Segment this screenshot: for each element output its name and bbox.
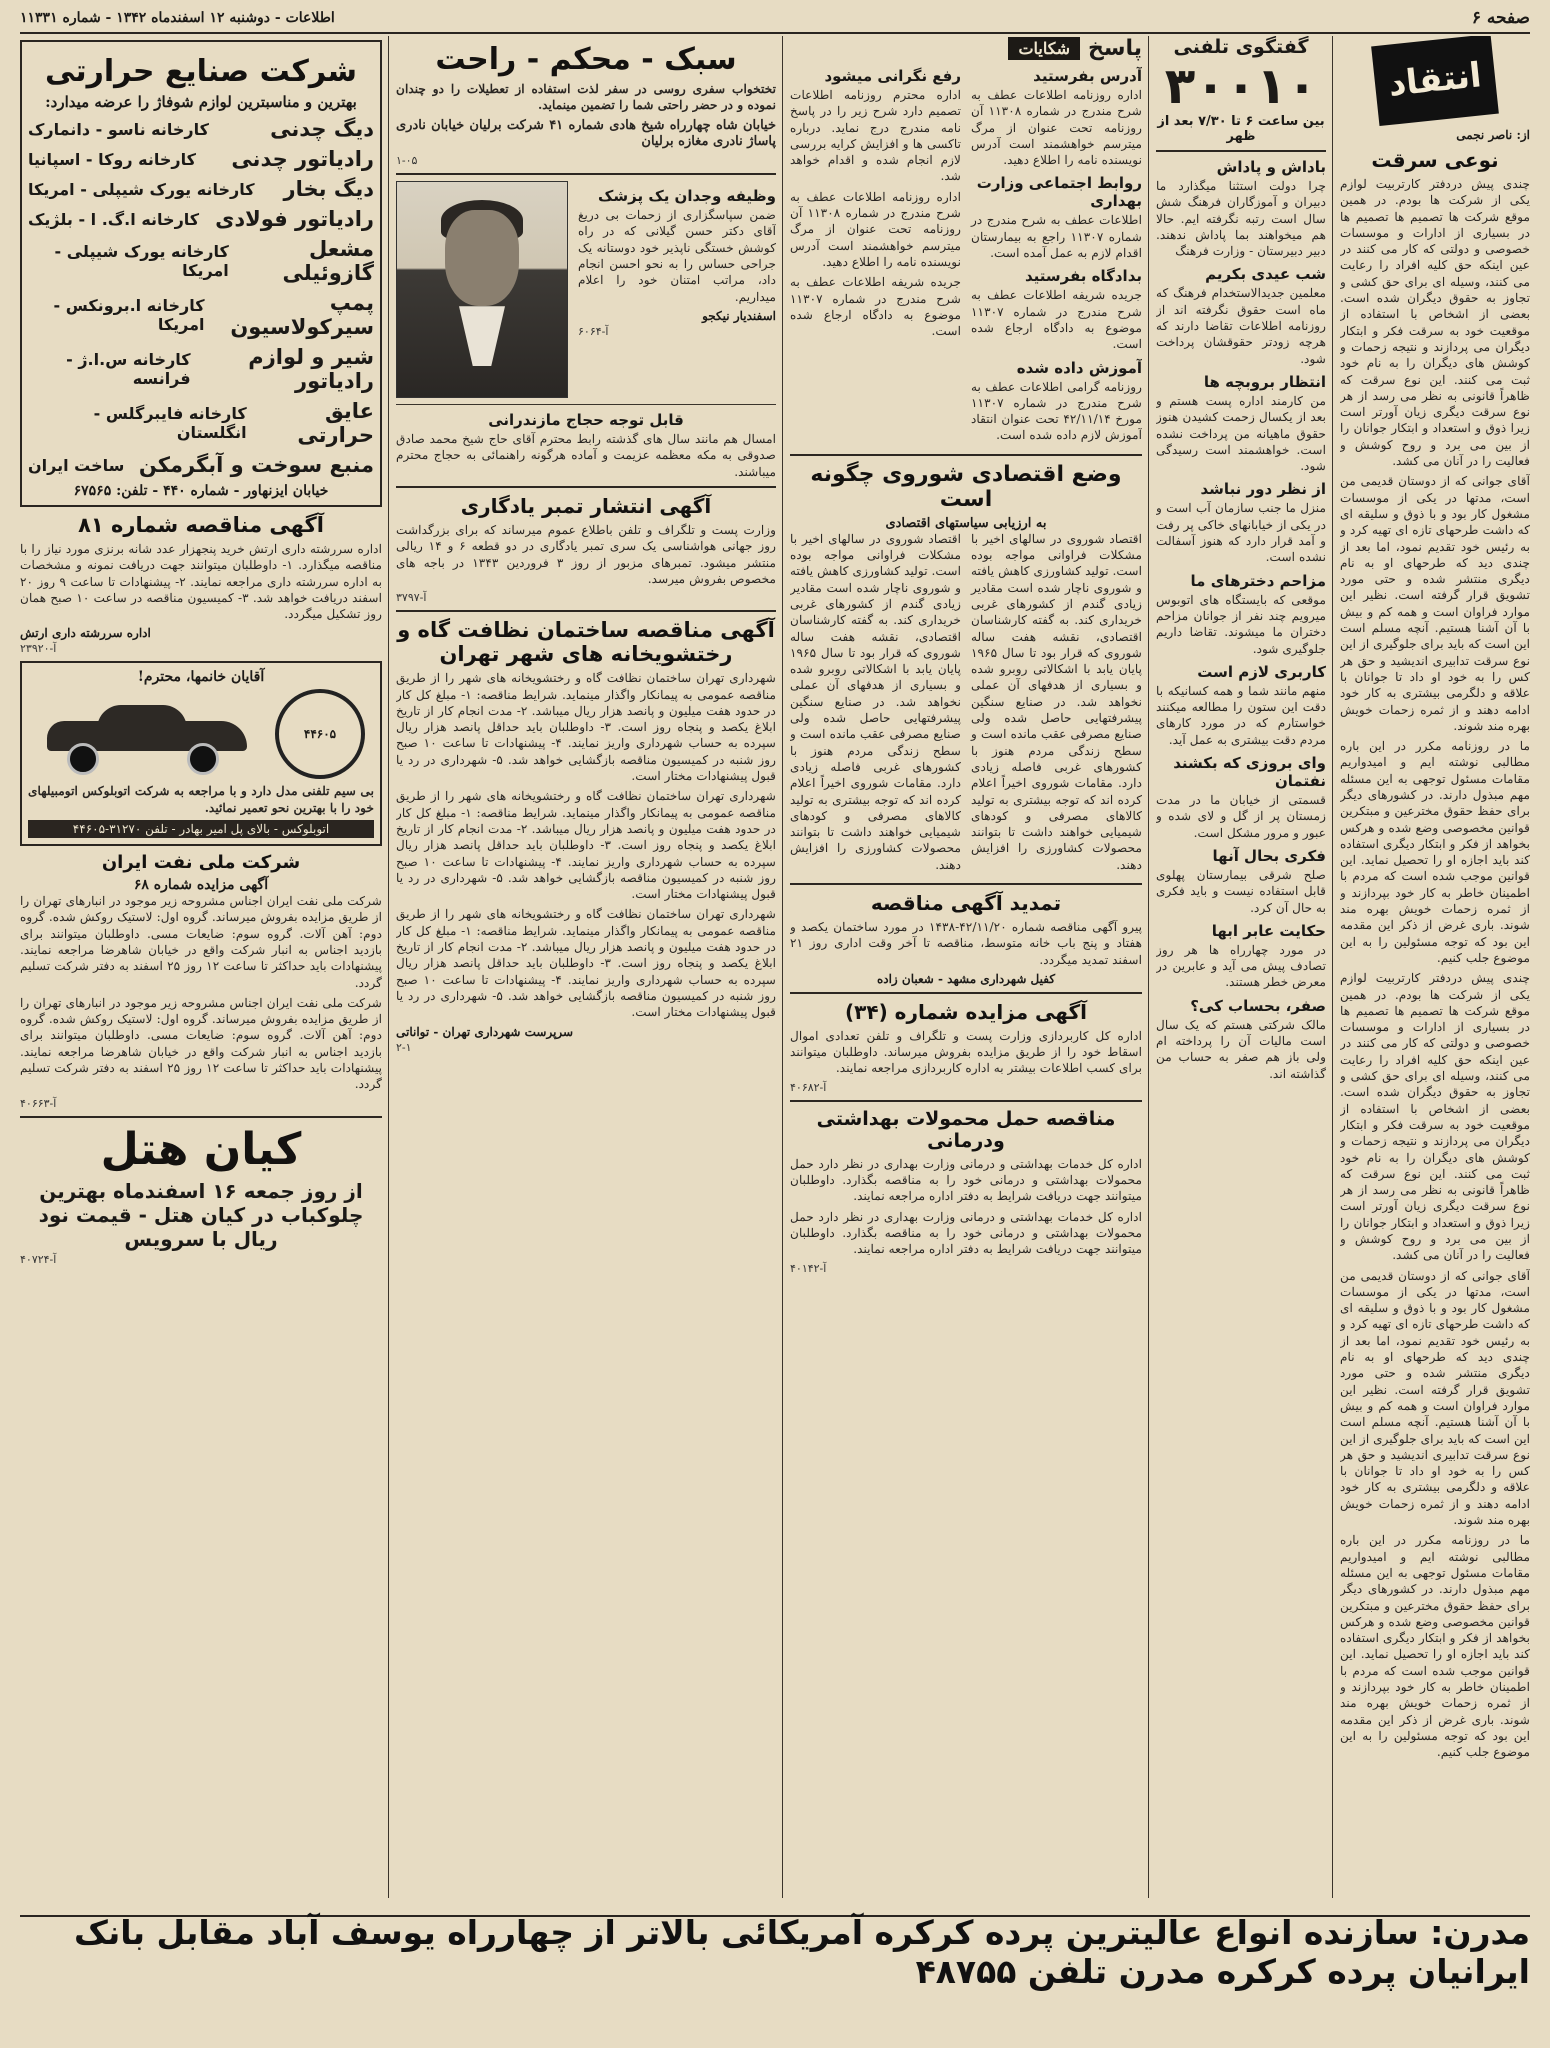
product-row: مشعل گازوئیلی کارخانه یورک شیپلی - امریکا: [54, 237, 374, 285]
item-title: مزاحم دخترهای ما: [1190, 571, 1326, 590]
item-body: موقعی که بایستگاه های اتوبوس میرویم چند نفر از جوانان مزاحم دختران ما میشوند. تقاضا داریم جلوگیری شود.: [1156, 592, 1326, 656]
economy-body: اقتصاد شوروی در سالهای اخیر با مشکلات فراوانی مواجه بوده است. تولید کشاورزی کاهش یافته و شوروی ناچار شده است مقادیر زیادی گندم از کشورهای غربی خریداری کند. به گفته کارشناسان اقتصادی، نقشه هفت ساله شوروی که قرار بود تا سال ۱۹۶۵ پایان یابد با اشکالاتی روبرو شده و بسیاری از هدفهای آن عملی نخواهد شد. در صنایع سنگین پیشرفتهایی حاصل شده ولی صنایع مصرفی عقب مانده است و سطح زندگی مردم هنوز با کشورهای غربی فاصله زیادی دارد. مقامات شوروی اخیراً اعلام کرده اند که توجه بیشتری به تولید کالاهای مصرفی و کودهای شیمیایی خواهند داشت تا بتوانند محصولات کشاورزی را افزایش دهند.: [971, 531, 1142, 872]
duty-sign: اسفندیار نیکجو: [702, 308, 776, 323]
thanks-title: قابل توجه حجاج مازندرانی: [488, 411, 684, 430]
item-title: از نظر دور نباشد: [1200, 480, 1326, 499]
health-body: اداره کل خدمات بهداشتی و درمانی وزارت بهداری در نظر دارد حمل محمولات بهداشتی و درمانی خود را به مناقصه بگذارد. داوطلبان میتوانند جهت دریافت شرایط به دفتر اداره مراجعه نمایند.: [790, 1209, 1142, 1257]
reply-label: شکایات: [1008, 37, 1080, 60]
tender81-body: اداره سررشته داری ارتش خرید پنجهزار عدد شانه برنزی مورد نیاز را با مناقصه میگذارد. ۱- داوطلبان میتوانند جهت دریافت نمونه و مشخصات به اداره سررشته داری مراجعه نمایند. ۲- پیشنهادات تا ساعت ۹ روز ۲۰ اسفند دریافت خواهد شد. ۳- کمیسیون مناقصه در ساعت ۱۰ صبح همان روز تشکیل میگردد.: [20, 542, 382, 622]
car-ad: [20, 661, 382, 846]
tender-body: شهرداری تهران ساختمان نظافت گاه و رختشویخانه های شهر را از طریق مناقصه عمومی به پیمانکار واگذار مینماید. شرایط مناقصه: ۱- مبلغ کل کار در حدود هفت میلیون و پانصد هزار ریال میباشد. ۲- مدت انجام کار از تاریخ ابلاغ یکصد و پنجاه روز است. ۳- داوطلبان باید حداقل پانصد هزار ریال سپرده به حساب شهرداری واریز نمایند. ۴- پیشنهادات تا ساعت ۱۰ صبح روز شنبه در کمیسیون مناقصه بازگشایی خواهد شد. ۵- شهرداری در رد یا قبول پیشنهادات مختار است.: [396, 671, 776, 784]
portrait-photo: [396, 181, 568, 398]
duty-body: ضمن سپاسگزاری از زحمات بی دریغ آقای دکتر حسن گیلانی که در راه کوشش خستگی ناپذیر خود دوستانه یک جراحی حساس را به نحو احسن انجام داد، مراتب امتنان خود را اعلام میداریم.: [578, 208, 776, 304]
author-line: از: ناصر نجمی: [1456, 128, 1530, 142]
tender-title: آگهی مناقصه ساختمان نظافت گاه و رختشویخانه های شهر تهران: [397, 618, 775, 667]
reply-body: اداره روزنامه اطلاعات عطف به شرح مندرج در شماره ۱۱۳۰۸ آن روزنامه تحت عنوان از مرگ میترسم خواهشمند است آدرس نویسنده نامه را اطلاع دهید.: [971, 88, 1142, 168]
column-rule: [782, 36, 783, 1898]
car-ad-title: آقایان خانمها، محترم!: [137, 669, 265, 686]
product-row: رادیاتور فولادی کارخانه ا.گ. ا - بلژیک: [28, 207, 374, 231]
item-title: انتظار بروبچه ها: [1203, 372, 1326, 391]
tender81-sign: اداره سررشته داری ارتش: [20, 626, 151, 641]
reply-badge: پاسخ: [1087, 36, 1142, 61]
heating-tagline: بهترین و مناسبترین لوازم شوفاژ را عرضه میدارد:: [45, 93, 357, 111]
item-body: چرا دولت استثنا میگذارد ما دبیران و آموزگاران فرهنگ شش سال است رتبه نگرفته ایم. حالا هم میخواهند بما پاداش ندهند. دبیر دبیرستان - وزارت فرهنگ: [1156, 179, 1326, 259]
product-row: رادیاتور چدنی کارخانه روکا - اسپانیا: [28, 147, 374, 171]
tender81-ref: آ-۲۳۹۲۰: [20, 642, 57, 656]
reply-title: بدادگاه بفرستید: [1025, 267, 1142, 286]
auction-body: اداره کل کاربردازی وزارت پست و تلگراف و تلفن تعدادی اموال اسقاط خود را از طریق مزایده بفروش میرساند. داوطلبان میتوانند برای کسب اطلاعات بیشتر به اداره کاربردازی مراجعه نمایند.: [790, 1028, 1142, 1076]
bed-ad-title: سبک - محکم - راحت: [435, 42, 737, 77]
bed-ad-body: تختخواب سفری روسی در سفر لذت استفاده از تعطیلات را دو چندان نموده و در حضر راحتی شما را تضمین مینماید.: [396, 82, 776, 113]
economy-title: وضع اقتصادی شوروی چگونه است: [810, 461, 1122, 512]
stamp-body: وزارت پست و تلگراف و تلفن باطلاع عموم میرساند که برای بزرگداشت روز جهانی هواشناسی یک سری تمبر یادگاری در دو قطعه ۶ و ۱۴ ریالی منتشر میشود. تمبرهای مزبور از روز ۳ فروردین ۱۳۴۳ در باجه های مخصوص بفروش میرسد.: [396, 523, 776, 586]
product-row: دیگ بخار کارخانه یورک شیپلی - امریکا: [28, 177, 374, 201]
article-body: ما در روزنامه مکرر در این باره مطالبی نوشته ایم و امیدواریم مقامات مسئول توجهی به این مسئله مهم مبذول دارند. در کشورهای دیگر برای حفظ حقوق مخترعین و مبتکرین قوانین مخصوصی وضع شده و هرکس بخواهد از فکر و ابتکار دیگری استفاده کند باید اجازه او را تحصیل نماید. این قوانین موجب شده است که مردم با اطمینان خاطر به کار خود بپردازند و از ثمره زحمات خویش بهره مند شوند. باری غرض از ذکر این مقدمه این بود که توجه مسئولین را به این موضوع جلب کنیم.: [1340, 1533, 1530, 1760]
auction-ref: آ-۴۰۶۸۲: [790, 1080, 827, 1094]
hotel-title: کیان هتل: [100, 1123, 302, 1175]
product-row: عایق حرارتی کارخانه فایبرگلس - انگلستان: [93, 399, 374, 447]
tender-sign: سرپرست شهرداری تهران - تواناتی: [396, 1024, 574, 1039]
column-rule: [388, 36, 389, 1898]
stamp-ref: آ-۳۷۹۷: [396, 591, 427, 605]
car-icon: [37, 699, 257, 769]
column-replies: [790, 36, 1142, 1898]
critique-logo: انتقاد: [1371, 36, 1499, 126]
heating-company: شرکت صنایع حرارتی: [45, 54, 357, 89]
item-body: صلح شرقی بیمارستان پهلوی قابل استفاده نیست و باید فکری به حال آن کرد.: [1156, 867, 1326, 915]
bed-ad-address: خیابان شاه چهارراه شیخ هادی شماره ۴۱ شرکت برلیان خیابان نادری پاساژ نادری مغازه برلیان: [396, 117, 776, 149]
extension-title: تمدید آگهی مناقصه: [870, 890, 1062, 915]
column-heating: [20, 36, 382, 1898]
health-body: اداره کل خدمات بهداشتی و درمانی وزارت بهداری در نظر دارد حمل محمولات بهداشتی و درمانی خود را به مناقصه بگذارد. داوطلبان میتوانند جهت دریافت شرایط به دفتر اداره مراجعه نمایند.: [790, 1156, 1142, 1204]
reply-body: اداره محترم روزنامه اطلاعات تصمیم دارد شرح زیر را در پاسخ نامه مندرج درج نماید. درباره تاکسی ها و افزایش کرایه بررسی لازم انجام شده و اقدام خواهد شد.: [790, 88, 961, 184]
tender-body: شهرداری تهران ساختمان نظافت گاه و رختشویخانه های شهر را از طریق مناقصه عمومی به پیمانکار واگذار مینماید. شرایط مناقصه: ۱- مبلغ کل کار در حدود هفت میلیون و پانصد هزار ریال میباشد. ۲- مدت انجام کار از تاریخ ابلاغ یکصد و پنجاه روز است. ۳- داوطلبان باید حداقل پانصد هزار ریال سپرده به حساب شهرداری واریز نمایند. ۴- پیشنهادات تا ساعت ۱۰ صبح روز شنبه در کمیسیون مناقصه بازگشایی خواهد شد. ۵- شهرداری در رد یا قبول پیشنهادات مختار است.: [396, 907, 776, 1020]
heating-address: خیابان ایزنهاور - شماره ۴۴۰ - تلفن: ۶۷۵۶۵: [73, 483, 329, 499]
oil-body: شرکت ملی نفت ایران اجناس مشروحه زیر موجود در انبارهای تهران را از طریق مزایده بفروش میرساند. گروه اول: لاستیک روکش شده. گروه دوم: آهن آلات. گروه سوم: ضایعات مسی. داوطلبان میتوانند برای بازدید اجناس به انبار شرکت واقع در خیابان شاهرضا مراجعه نمایند. پیشنهادات باید حداکثر تا ساعت ۱۲ روز ۲۵ اسفند به دفتر شرکت تسلیم گردد.: [20, 894, 382, 990]
reply-title: آموزش داده شده: [1016, 358, 1142, 377]
product-row: شیر و لوازم رادیاتور کارخانه س.ا.ژ - فرانسه: [66, 345, 374, 393]
item-body: در مورد چهارراه ها هر روز تصادف پیش می آید و عابرین در معرض خطر هستند.: [1156, 942, 1326, 990]
item-title: باداش و پاداش: [1216, 158, 1326, 176]
product-row: دیگ چدنی کارخانه ناسو - دانمارک: [28, 117, 374, 141]
column-ads: [396, 36, 776, 1898]
item-title: صفر، بحساب کی؟: [1190, 996, 1326, 1015]
tender81-title: آگهی مناقصه شماره ۸۱: [78, 513, 324, 537]
thanks-body: امسال هم مانند سال های گذشته رابط محترم آقای حاج شیخ محمد صادق صدوقی به مکه معظمه عزیمت و آماده هرگونه راهنمائی به حجاج محترم میباشند.: [396, 432, 776, 479]
reply-body: اداره روزنامه اطلاعات عطف به شرح مندرج در شماره ۱۱۳۰۸ آن روزنامه تحت عنوان از مرگ میترسم خواهشمند است آدرس نویسنده نامه را اطلاع دهید.: [790, 189, 961, 269]
tender-body: شهرداری تهران ساختمان نظافت گاه و رختشویخانه های شهر را از طریق مناقصه عمومی به پیمانکار واگذار مینماید. شرایط مناقصه: ۱- مبلغ کل کار در حدود هفت میلیون و پانصد هزار ریال میباشد. ۲- مدت انجام کار از تاریخ ابلاغ یکصد و پنجاه روز است. ۳- داوطلبان باید حداقل پانصد هزار ریال سپرده به حساب شهرداری واریز نمایند. ۴- پیشنهادات تا ساعت ۱۰ صبح روز شنبه در کمیسیون مناقصه بازگشایی خواهد شد. ۵- شهرداری در رد یا قبول پیشنهادات مختار است.: [396, 789, 776, 902]
item-title: حکایت عابر ابها: [1211, 921, 1326, 940]
extension-sign: کفیل شهرداری مشهد - شعبان زاده: [876, 971, 1056, 986]
article-title: نوعی سرقت: [1371, 148, 1499, 172]
extension-body: پیرو آگهی مناقصه شماره ۴۲/۱۱/۲۰-۱۴۳۸ در مورد ساختمان یکصد و هفتاد و پنج باب خانه متوسط، مناقصه تا آخر وقت اداری روز ۲۱ اسفند تمدید میگردد.: [790, 919, 1142, 967]
stamp-title: آگهی انتشار تمبر یادگاری: [460, 494, 712, 519]
oil-ref: آ-۴۰۶۶۳: [20, 1096, 57, 1110]
item-title: وای بروزی که بکشند نفتمان: [1173, 754, 1326, 791]
article-body: چندی پیش دردفتر کارتربیت لوازم یکی از شرکت ها بودم. در همین موقع شرکت ها تصمیم ها تصمیم ها در بسیاری از ادارات و موسسات خصوصی و دولتی که کار می کنند در عین اینکه حق کلیه افراد را رعایت می کنند، وسیله ای برای حق کشی و تجاوز به حقوق دیگران شده است. بعضی از اشخاص با استفاده از موقعیت خود به سرقت فکر و ابتکار دیگران می پردازند و نتیجه زحمات و کوشش های دیگران را به نام خود ثبت می کنند. این نوع سرقت که ظاهراً قانونی به نظر می رسد از هر نوع سرقت دیگری زیان آورتر است زیرا ذوق و استعداد و ابتکار جوانان را از بین می برد و روح کوشش و فعالیت را در آنان می کشد.: [1340, 177, 1530, 469]
hotel-ref: آ-۴۰۷۲۴: [20, 1252, 57, 1266]
car-ad-footer: اتوبلوکس - بالای پل امیر بهادر - تلفن ۳۱۲۷۰-۴۴۶۰۵: [28, 820, 374, 838]
reply-body: جریده شریفه اطلاعات عطف به شرح مندرج در شماره ۱۱۳۰۷ موضوع به دادگاه ارجاع شده است.: [790, 275, 961, 339]
car-ad-body: بی سیم تلفنی مدل دارد و با مراجعه به شرکت اتوبلوکس اتومبیلهای خود را با بهترین نحو تعمیر نمائید.: [28, 784, 374, 815]
reply-body: اطلاعات عطف به شرح مندرج در شماره ۱۱۳۰۷ راجع به بیمارستان اقدام لازم به عمل آمده است.: [971, 213, 1142, 261]
article-body: ما در روزنامه مکرر در این باره مطالبی نوشته ایم و امیدواریم مقامات مسئول توجهی به این مسئله مهم مبذول دارند. در کشورهای دیگر برای حفظ حقوق مخترعین و مبتکرین قوانین مخصوصی وضع شده و هرکس بخواهد از فکر و ابتکار دیگری استفاده کند باید اجازه او را تحصیل نماید. این قوانین موجب شده است که مردم با اطمینان خاطر به کار خود بپردازند و از ثمره زحمات خویش بهره مند شوند. باری غرض از ذکر این مقدمه این بود که توجه مسئولین را به این موضوع جلب کنیم.: [1340, 739, 1530, 965]
article-body: چندی پیش دردفتر کارتربیت لوازم یکی از شرکت ها بودم. در همین موقع شرکت ها تصمیم ها تصمیم ها در بسیاری از ادارات و موسسات خصوصی و دولتی که کار می کنند در عین اینکه حق کلیه افراد را رعایت می کنند، وسیله ای برای حق کشی و تجاوز به حقوق دیگران شده است. بعضی از اشخاص با استفاده از موقعیت خود به سرقت فکر و ابتکار دیگران می پردازند و نتیجه زحمات و کوشش های دیگران را به نام خود ثبت می کنند. این نوع سرقت که ظاهراً قانونی به نظر می رسد از هر نوع سرقت دیگری زیان آورتر است زیرا ذوق و استعداد و ابتکار جوانان را از بین می برد و روح کوشش و فعالیت را در آنان می کشد.: [1340, 971, 1530, 1263]
item-title: فکری بحال آنها: [1212, 846, 1326, 865]
item-body: مالک شرکتی هستم که یک سال است مالیات آن را پرداخته ام ولی باز هم صفر به حساب من گذاشته اند.: [1156, 1017, 1326, 1081]
auction-title: آگهی مزایده شماره (۳۴): [845, 999, 1087, 1024]
bed-ad-ref: ۱-۰۵: [396, 154, 418, 168]
reply-body: روزنامه گرامی اطلاعات عطف به شرح مندرج در شماره ۱۱۳۰۷ مورخ ۴۲/۱۱/۱۴ تحت عنوان انتقاد آموزش لازم داده شده است.: [971, 379, 1142, 443]
column-rule: [1148, 36, 1149, 1898]
masthead: اطلاعات - دوشنبه ۱۲ اسفندماه ۱۳۴۲ - شماره ۱۱۳۳۱: [20, 10, 335, 26]
item-body: منزل ما جنب سازمان آب است و در یکی از خیابانهای خاکی پر رفت و آمد قرار دارد که هنوز آسفالت نشده است.: [1156, 501, 1326, 565]
article-body: آقای جوانی که از دوستان قدیمی من است، مدتها در یکی از موسسات مشغول کار بود و با ذوق و سلیقه ای که داشت طرحهای تازه ای تهیه کرد و به رئیس خود تقدیم نمود، اما بعد از چندی دید که طرحهای او به نام دیگری منتشر شده و حتی مورد تشویق قرار گرفته است. نظیر این موارد فراوان است و همه کم و بیش با آن آشنا هستیم. آنچه مسلم است این است که باید برای جلوگیری از این نوع سرقت تدابیری اندیشید و حق هر کس را به خود او داد تا جوانان با علاقه و دلگرمی بیشتری به کار خود ادامه دهند و از ثمره زحمات خویش بهره مند شوند.: [1340, 1268, 1530, 1528]
item-body: معلمین جدیدالاستخدام فرهنگ که ماه است حقوق نگرفته اند از روزنامه اطلاعات تقاضا دارند که هرچه زودتر حقوقشان پرداخت شود.: [1156, 286, 1326, 366]
phone-dial-icon: ۴۴۶۰۵: [275, 689, 365, 779]
duty-ref: آ-۶۰۶۴: [578, 324, 609, 338]
phone-hours: بین ساعت ۶ تا ۷/۳۰ بعد از ظهر: [1157, 114, 1325, 144]
item-body: من کارمند اداره پست هستم و بعد از یکسال زحمت کشیدن هنوز حقوق ماهیانه من پرداخت نشده است. خواهشمند است رسیدگی شود.: [1156, 393, 1326, 474]
oil-body: شرکت ملی نفت ایران اجناس مشروحه زیر موجود در انبارهای تهران را از طریق مزایده بفروش میرساند. گروه اول: لاستیک روکش شده. گروه دوم: آهن آلات. گروه سوم: ضایعات مسی. داوطلبان میتوانند برای بازدید اجناس به انبار شرکت واقع در خیابان شاهرضا مراجعه نمایند. پیشنهادات باید حداکثر تا ساعت ۱۲ روز ۲۵ اسفند به دفتر شرکت تسلیم گردد.: [20, 995, 382, 1092]
reply-title: روابط اجتماعی وزارت بهداری: [976, 174, 1142, 211]
column-phone-talk: [1156, 36, 1326, 1898]
item-title: کاربری لازم است: [1197, 662, 1326, 681]
page-number: صفحه ۶: [1471, 8, 1530, 28]
footer-ad: مدرن: سازنده انواع عالیترین پرده کرکره آمریکائی بالاتر از چهارراه یوسف آباد مقابل بانک ایرانیان پرده کرکره مدرن تلفن ۴۸۷۵۵: [20, 1915, 1530, 1987]
economy-body: اقتصاد شوروی در سالهای اخیر با مشکلات فراوانی مواجه بوده است. تولید کشاورزی کاهش یافته و شوروی ناچار شده است مقادیر زیادی گندم از کشورهای غربی خریداری کند. به گفته کارشناسان اقتصادی، نقشه هفت ساله شوروی که قرار بود تا سال ۱۹۶۵ پایان یابد با اشکالاتی روبرو شده و بسیاری از هدفهای آن عملی نخواهد شد. در صنایع سنگین پیشرفتهایی حاصل شده ولی صنایع مصرفی عقب مانده است و سطح زندگی مردم هنوز با کشورهای غربی فاصله زیادی دارد. مقامات شوروی اخیراً اعلام کرده اند که توجه بیشتری به تولید کالاهای مصرفی و کودهای شیمیایی خواهند داشت تا بتوانند محصولات کشاورزی را افزایش دهند.: [790, 531, 961, 872]
economy-subtitle: به ارزیابی سیاستهای اقتصادی: [885, 515, 1047, 531]
tender-ref: ۲-۱: [396, 1040, 412, 1054]
item-title: شب عیدی بکریم: [1205, 265, 1326, 284]
heating-ad: [20, 40, 382, 507]
product-row: پمپ سیرکولاسیون کارخانه ا.برونکس - امریکا: [53, 291, 374, 339]
hotel-body: از روز جمعه ۱۶ اسفندماه بهترین چلوکباب در کیان هتل - قیمت نود ریال با سرویس: [38, 1178, 364, 1251]
item-body: قسمتی از خیابان ما در مدت زمستان پر از گل و لای شده و عبور و مرور مشکل است.: [1156, 793, 1326, 840]
duty-title: وظیفه وجدان یک پزشک: [598, 187, 776, 206]
health-title: مناقصه حمل محمولات بهداشتی ودرمانی: [816, 1107, 1116, 1152]
health-ref: آ-۴۰۱۴۲: [790, 1261, 827, 1275]
phone-box: [1156, 36, 1326, 144]
reply-title: رفع نگرانی میشود: [824, 67, 961, 85]
reply-body: جریده شریفه اطلاعات عطف به شرح مندرج در شماره ۱۱۳۰۷ موضوع به دادگاه ارجاع شده است.: [971, 288, 1142, 352]
oil-subtitle: آگهی مزایده شماره ۶۸: [133, 877, 269, 894]
product-row: منبع سوخت و آبگرمکن ساخت ایران: [28, 453, 374, 477]
phone-box-title: گفتگوی تلفنی: [1173, 36, 1309, 58]
page-header: [20, 4, 1530, 34]
article-body: آقای جوانی که از دوستان قدیمی من است، مدتها در یکی از موسسات مشغول کار بود و با ذوق و سلیقه ای که داشت طرحهای تازه ای تهیه کرد و به رئیس خود تقدیم نمود، اما بعد از چندی دید که طرحهای او به نام دیگری منتشر شده و حتی مورد تشویق قرار گرفته است. نظیر این موارد فراوان است و همه کم و بیش با آن آشنا هستیم. آنچه مسلم است این است که باید برای جلوگیری از این نوع سرقت تدابیری اندیشید و حق هر کس را به خود او داد تا جوانان با علاقه و دلگرمی بیشتری به کار خود ادامه دهند و از ثمره زحمات خویش بهره مند شوند.: [1340, 474, 1530, 733]
reply-title: آدرس بفرستید: [1033, 67, 1142, 85]
column-critique: [1340, 36, 1530, 1898]
item-body: منهم مانند شما و همه کسانیکه با دقت این ستون را مطالعه میکنند خواستارم که در مورد کارهای مردم دقت بیشتری به عمل آید.: [1156, 683, 1326, 747]
oil-title: شرکت ملی نفت ایران: [101, 852, 301, 874]
phone-number: ۳۰۰۱۰: [1164, 57, 1318, 115]
column-rule: [1332, 36, 1333, 1898]
